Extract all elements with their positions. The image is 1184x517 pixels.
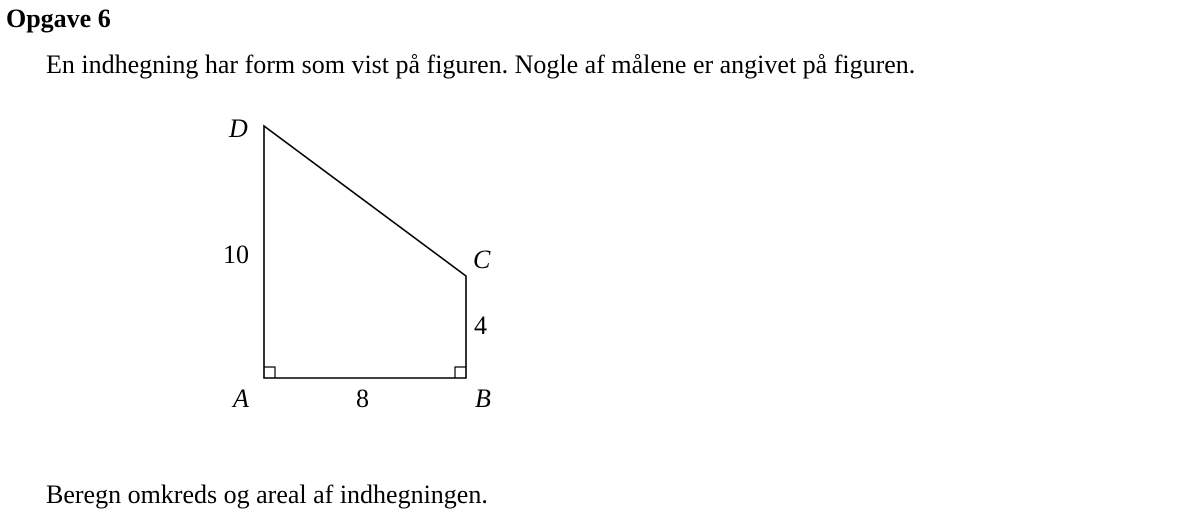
measure-label-ab: 8 [356,384,369,413]
vertex-label-a: A [233,384,249,413]
exercise-title: Opgave 6 [6,4,111,33]
exercise-intro: En indhegning har form som vist på figuren. Nogle af målene er angivet på figuren. [46,50,916,79]
measure-label-bc: 4 [474,311,487,340]
exercise-question: Beregn omkreds og areal af indhegningen. [46,480,488,509]
measure-label-ad: 10 [223,240,249,269]
vertex-label-c: C [473,245,491,274]
right-angle-marker-a [264,367,275,378]
vertex-label-b: B [475,384,491,413]
enclosure-shape [264,126,466,378]
vertex-label-d: D [229,114,248,143]
right-angle-marker-b [455,367,466,378]
